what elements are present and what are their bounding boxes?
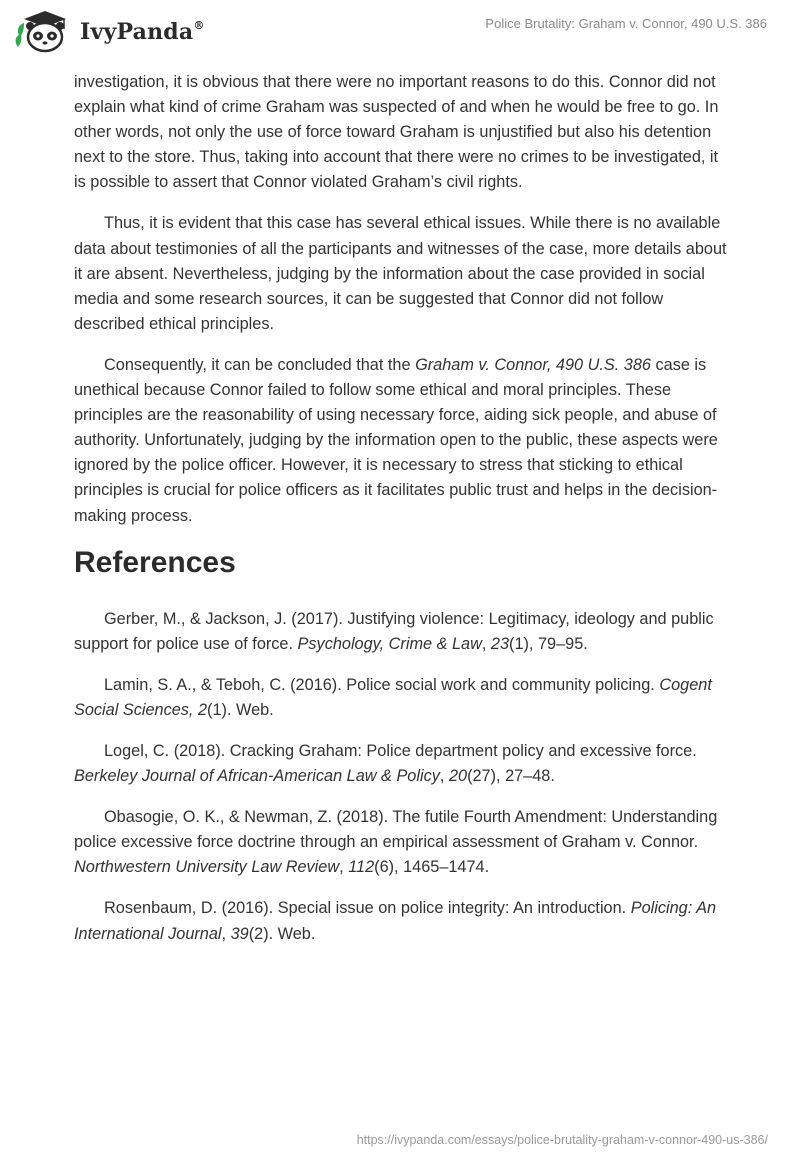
registered-mark: ® bbox=[193, 18, 205, 32]
paragraph bbox=[74, 353, 728, 529]
reference-separator: , bbox=[221, 924, 231, 943]
reference-volume: 112 bbox=[348, 858, 375, 877]
reference-journal: Policing: An International Journal bbox=[74, 899, 717, 943]
paragraph: investigation, it is obvious that there were no important reasons to do this. Connor did not explain what kind of crime Graham was suspected of and when he would be free to go. In other words, not only the use of force toward Graham is unjustified but also his detention next to the store. Thus, taking into account that there were no crimes to be investigated, it is possible to assert that Connor violated Graham’s civil rights. bbox=[74, 73, 719, 192]
document-title: Police Brutality: Graham v. Connor, 490 U.S. 386 bbox=[485, 16, 767, 31]
reference-item bbox=[74, 805, 728, 880]
reference-journal: Berkeley Journal of African-American Law & Policy bbox=[74, 767, 440, 786]
reference-item bbox=[74, 896, 728, 946]
reference-journal: Northwestern University Law Review bbox=[74, 858, 340, 877]
reference-tail: (2). Web. bbox=[248, 924, 316, 943]
reference-tail: (27), 27–48. bbox=[467, 767, 555, 786]
reference-item bbox=[74, 739, 728, 789]
case-name: Graham v. Connor, 490 U.S. 386 bbox=[415, 355, 651, 374]
reference-separator: , bbox=[339, 858, 349, 877]
source-url-link[interactable]: https://ivypanda.com/essays/police-brutality-graham-v-connor-490-us-386/ bbox=[356, 1133, 768, 1147]
reference-text: Logel, C. (2018). Cracking Graham: Police department policy and excessive force. bbox=[104, 741, 697, 760]
essay-content bbox=[74, 70, 728, 963]
reference-separator: , bbox=[439, 767, 449, 786]
panda-graduate-icon[interactable] bbox=[14, 9, 76, 53]
reference-tail: (6), 1465–1474. bbox=[374, 858, 490, 877]
brand-name: IvyPanda bbox=[80, 19, 194, 45]
brand-logo-text[interactable] bbox=[80, 19, 205, 45]
reference-text: Gerber, M., & Jackson, J. (2017). Justifying violence: Legitimacy, ideology and public support for police use of force. bbox=[74, 609, 714, 653]
reference-text: Lamin, S. A., & Teboh, C. (2016). Police social work and community policing. bbox=[104, 675, 660, 694]
reference-item bbox=[74, 673, 728, 723]
reference-volume: 39 bbox=[230, 924, 249, 943]
paragraph-lead: Consequently, it can be concluded that the bbox=[104, 355, 416, 374]
page-header bbox=[0, 0, 800, 68]
paragraph-rest: case is unethical because Connor failed to follow some ethical and moral principles. These principles are the reasonability of using necessary force, aiding sick people, and abuse of authority. Unfortunately, judging by the information open to the public, these aspects were ignored by the police officer. However, it is necessary to stress that sticking to ethical principles is crucial for police officers as it facilitates public trust and helps in the decision-making process. bbox=[74, 355, 718, 525]
reference-volume: 23 bbox=[490, 634, 510, 653]
reference-journal: Psychology, Crime & Law bbox=[297, 634, 482, 653]
reference-tail: (1). Web. bbox=[207, 700, 274, 719]
reference-separator: , bbox=[481, 634, 491, 653]
reference-tail: (1), 79–95. bbox=[509, 634, 588, 653]
reference-item bbox=[74, 607, 728, 657]
reference-volume: 20 bbox=[448, 767, 468, 786]
reference-journal: Cogent Social Sciences, 2 bbox=[74, 675, 712, 719]
reference-text: Rosenbaum, D. (2016). Special issue on police integrity: An introduction. bbox=[104, 899, 631, 918]
reference-text: Obasogie, O. K., & Newman, Z. (2018). The futile Fourth Amendment: Understanding police excessive force doctrine through an empirical assessment of Graham v. Connor. bbox=[74, 808, 718, 852]
references-heading: References bbox=[74, 545, 236, 579]
paragraph: Thus, it is evident that this case has several ethical issues. While there is no available data about testimonies of all the participants and witnesses of the case, more details about it are absent. Nevertheless, judging by the information about the case provided in social media and some research sources, it can be suggested that Connor did not follow described ethical principles. bbox=[74, 214, 727, 333]
